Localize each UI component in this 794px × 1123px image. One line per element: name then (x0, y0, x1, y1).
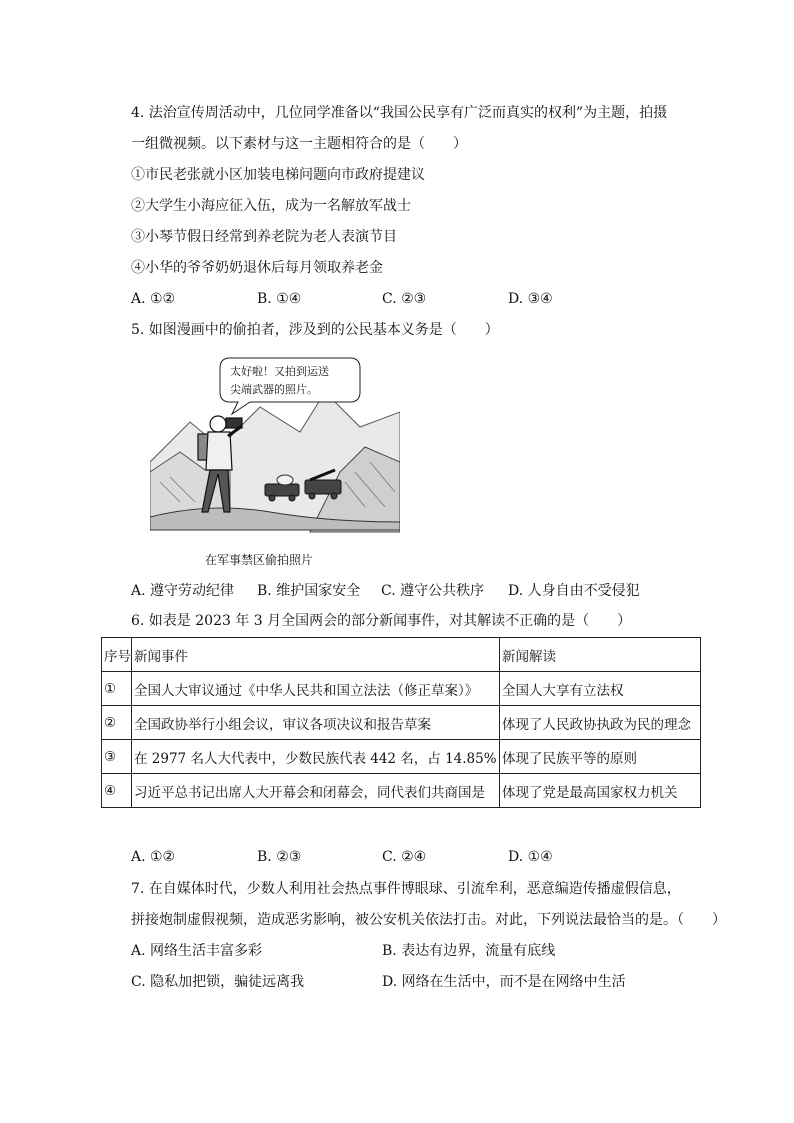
q7-stem-line2: 拼接炮制虚假视频，造成恶劣影响，被公安机关依法打击。对此，下列说法最恰当的是。（ ） (131, 912, 726, 928)
q4-item-2: ②大学生小海应征入伍，成为一名解放军战士 (131, 198, 411, 214)
header-interpretation: 新闻解读 (500, 638, 701, 672)
q6-option-b[interactable]: B. ②③ (257, 849, 302, 865)
q5-option-d[interactable]: D. 人身自由不受侵犯 (508, 583, 640, 599)
q5-option-c[interactable]: C. 遵守公共秩序 (381, 583, 485, 599)
q7-option-c[interactable]: C. 隐私加把锁，骗徒远离我 (131, 974, 305, 990)
cartoon-illustration (150, 352, 400, 572)
row-event: 全国人大审议通过《中华人民共和国立法法（修正草案）》 (132, 672, 500, 706)
row-interpretation: 全国人大享有立法权 (500, 672, 701, 706)
row-interpretation: 体现了党是最高国家权力机关 (500, 774, 701, 808)
cartoon-caption: 在军事禁区偷拍照片 (205, 553, 314, 567)
q4-stem-line1: 4. 法治宣传周活动中，几位同学准备以“我国公民享有广泛而真实的权利”为主题，拍摄 (131, 105, 668, 121)
table-row (102, 774, 701, 808)
q5-stem: 5. 如图漫画中的偷拍者，涉及到的公民基本义务是（ ） (131, 322, 499, 338)
q7-option-d[interactable]: D. 网络在生活中，而不是在网络中生活 (382, 974, 626, 990)
q6-option-c[interactable]: C. ②④ (382, 849, 427, 865)
row-interpretation: 体现了民族平等的原则 (500, 740, 701, 774)
q7-stem-line1: 7. 在自媒体时代，少数人利用社会热点事件博眼球、引流牟利，恶意编造传播虚假信息， (131, 881, 681, 897)
q6-option-d[interactable]: D. ①④ (508, 849, 553, 865)
q4-option-d[interactable]: D. ③④ (508, 291, 553, 307)
q4-option-b[interactable]: B. ①④ (257, 291, 302, 307)
q6-option-a[interactable]: A. ①② (131, 849, 176, 865)
q4-option-c[interactable]: C. ②③ (382, 291, 427, 307)
header-index: 序号 (102, 638, 132, 672)
q5-option-b[interactable]: B. 维护国家安全 (257, 583, 361, 599)
row-index: ② (102, 706, 132, 740)
cartoon-drawing (150, 352, 400, 572)
q4-item-1: ①市民老张就小区加装电梯问题向市政府提建议 (131, 167, 425, 183)
q7-option-b[interactable]: B. 表达有边界，流量有底线 (382, 943, 556, 959)
table-row (102, 706, 701, 740)
row-event: 全国政协举行小组会议，审议各项决议和报告草案 (132, 706, 500, 740)
table-row (102, 740, 701, 774)
row-index: ④ (102, 774, 132, 808)
news-table (101, 637, 701, 808)
header-event: 新闻事件 (132, 638, 500, 672)
q7-option-a[interactable]: A. 网络生活丰富多彩 (131, 943, 263, 959)
table-header-row (102, 638, 701, 672)
row-interpretation: 体现了人民政协执政为民的理念 (500, 706, 701, 740)
row-index: ③ (102, 740, 132, 774)
q4-stem-line2: 一组微视频。以下素材与这一主题相符合的是（ ） (131, 136, 467, 152)
speech-bubble-line2: 尖端武器的照片。 (230, 383, 318, 396)
q4-item-4: ④小华的爷爷奶奶退休后每月领取养老金 (131, 260, 383, 276)
speech-bubble-line1: 太好啦！又拍到运送 (230, 365, 329, 378)
q6-stem: 6. 如表是 2023 年 3 月全国两会的部分新闻事件，对其解读不正确的是（ ） (131, 613, 632, 629)
row-event: 在 2977 名人大代表中，少数民族代表 442 名，占 14.85% (132, 740, 500, 774)
q4-item-3: ③小琴节假日经常到养老院为老人表演节目 (131, 229, 397, 245)
row-index: ① (102, 672, 132, 706)
q4-option-a[interactable]: A. ①② (131, 291, 176, 307)
table-row (102, 672, 701, 706)
q5-option-a[interactable]: A. 遵守劳动纪律 (131, 583, 235, 599)
row-event: 习近平总书记出席人大开幕会和闭幕会，同代表们共商国是 (132, 774, 500, 808)
